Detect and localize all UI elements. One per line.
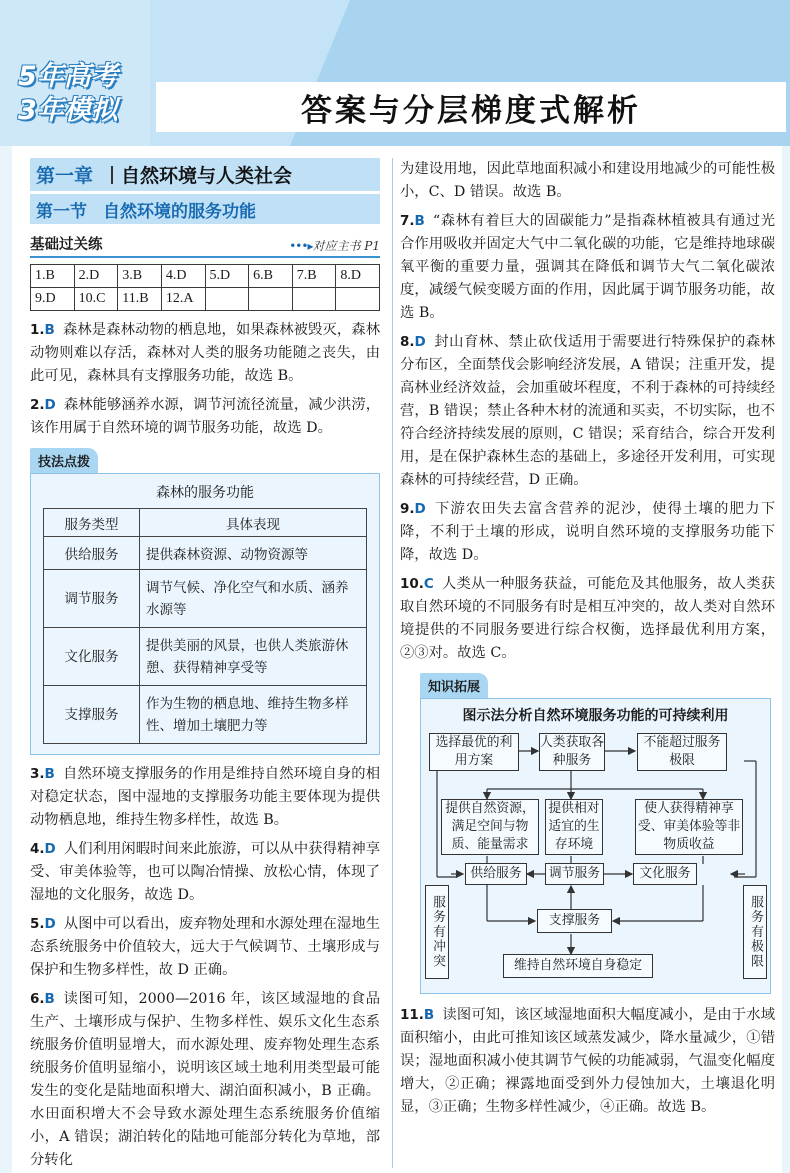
column-header: 具体表现 — [140, 509, 367, 537]
question-number: 11. — [400, 1007, 424, 1023]
answer-explanation — [30, 394, 380, 440]
question-number: 1. — [30, 322, 45, 338]
question-number: 4. — [30, 841, 45, 857]
question-number: 5. — [30, 916, 45, 932]
answer-cell: 12.A — [161, 288, 205, 311]
question-answer: D — [44, 397, 56, 413]
service-type: 调节服务 — [44, 570, 140, 628]
answer-cell: 5.D — [205, 265, 249, 288]
tip-box — [30, 473, 380, 755]
explanation-text: 人类从一种服务获益，可能危及其他服务，故人类获取自然环境的不同服务有时是相互冲突的，故人类对自然环境提供的不同服务要进行综合权衡，选择最优利用方案，②③对。故选 C。 — [400, 576, 775, 661]
explanation-text: 下游农田失去富含营养的泥沙，使得土壤的肥力下降，不利于土壤的形成，说明自然环境的支撑服务功能下降，故选 D。 — [400, 501, 775, 563]
explanation-text: 读图可知，该区域湿地面积大幅度减小，是由于水域面积缩小，由此可推知该区域蒸发减少，降水量减少，①错误；湿地面积减小使其调节气候的功能减弱，气温变化幅度增大，②正确；裸露地面受到外力侵蚀加大，土壤退化明显，③正确；生物多样性减少，④正确。故选 B。 — [400, 1007, 775, 1115]
answer-cell: 6.B — [249, 265, 293, 288]
explanation-text: 读图可知，2000—2016 年，该区域湿地的食品生产、土壤形成与保护、生物多样性、娱乐文化生态系统服务价值明显增大，而水源处理、废弃物处理生态系统服务价值明显缩小，说明该区域土地利用类型最可能发生的变化是陆地面积增大、湖泊面积减小，B 正确。水田面积增大不会导致水源处理生态系统服务价值缩小，A 错误；湖泊转化的陆地可能部分转化为草地，部分转化 — [30, 991, 380, 1168]
question-answer: D — [44, 916, 56, 932]
knowledge-tag: 知识拓展 — [420, 673, 488, 698]
page-edge-right — [782, 146, 790, 1173]
answer-explanation — [400, 498, 775, 567]
section-title: 自然环境的服务功能 — [103, 201, 256, 222]
knowledge-diagram — [420, 698, 771, 994]
answer-cell: 1.B — [31, 265, 75, 288]
question-number: 2. — [30, 397, 45, 413]
question-number: 6. — [30, 991, 45, 1007]
answer-cell — [336, 288, 380, 311]
service-detail: 提供森林资源、动物资源等 — [140, 537, 367, 570]
service-type: 文化服务 — [44, 628, 140, 686]
answer-row — [31, 288, 380, 311]
answer-cell — [292, 288, 336, 311]
basics-title: 基础过关练 — [30, 237, 103, 253]
diagram-node-self-stability: 维持自然环境自身稳定 — [503, 954, 653, 978]
logo-panel — [0, 0, 150, 146]
answer-cell — [249, 288, 293, 311]
question-answer: B — [44, 322, 55, 338]
column-header: 服务类型 — [44, 509, 140, 537]
arrow-icon: •••▸ — [289, 239, 313, 253]
right-column — [400, 158, 775, 1119]
explanation-text: 人们利用闲暇时间来此旅游，可以从中获得精神享受、审美体验等，也可以陶冶情操、放松心情，体现了湿地的文化服务，故选 D。 — [30, 841, 380, 903]
table-row — [44, 570, 367, 628]
question-answer: B — [423, 1007, 435, 1023]
diagram-node-best-option: 选择最优的利用方案 — [429, 733, 519, 771]
table-row — [44, 628, 367, 686]
question-number: 9. — [400, 501, 415, 517]
service-detail: 作为生物的栖息地、维持生物多样性、增加土壤肥力等 — [140, 686, 367, 744]
diagram-node-living-environment: 提供相对适宜的生存环境 — [545, 799, 603, 855]
tip-table-title: 森林的服务功能 — [156, 485, 254, 501]
explanation-text: 自然环境支撑服务的作用是维持自然环境自身的相对稳定状态，图中湿地的支撑服务功能主要体现为提供动物栖息地，维持生物多样性，故选 B。 — [30, 766, 380, 828]
service-type: 支撑服务 — [44, 686, 140, 744]
logo-line-1: 5年高考 — [18, 61, 118, 92]
answer-explanation — [30, 838, 380, 907]
answer-explanation — [30, 763, 380, 832]
answer-explanation — [400, 210, 775, 325]
diagram-node-supply-service: 供给服务 — [465, 863, 527, 885]
explanation-text: 森林能够涵养水源，调节河流径流量，减少洪涝，该作用属于自然环境的调节服务功能，故选 D。 — [30, 397, 380, 436]
basics-heading — [30, 236, 380, 258]
question-answer: B — [44, 766, 55, 782]
page-edge-left — [0, 146, 12, 1173]
question-number: 10. — [400, 576, 424, 592]
page-title: 答案与分层梯度式解析 — [301, 92, 641, 129]
services-table — [43, 508, 367, 744]
question-answer: C — [423, 576, 434, 592]
explanation-text: 封山育林、禁止砍伐适用于需要进行特殊保护的森林分布区，全面禁伐会影响经济发展，A 错误；注重开发，提高林业经济效益，会加重破坏程度，不利于森林的可持续经营，B 错误；禁止各种木材的流通和买卖，不切实际，也不符合经济持续发展的原则，C 错误；采育结合，综合开发利用，是在保护森林生态的基础上，多途径开发利用，可实现森林的可持续经营，D 正确。 — [400, 334, 775, 488]
service-detail: 调节气候、净化空气和水质、涵养水源等 — [140, 570, 367, 628]
column-divider — [392, 158, 393, 1168]
header-title-box — [156, 82, 786, 132]
question-number: 8. — [400, 334, 415, 350]
answer-cell — [205, 288, 249, 311]
question-answer: B — [414, 213, 425, 229]
service-detail: 提供美丽的风景，也供人类旅游休憩、获得精神享受等 — [140, 628, 367, 686]
answer-cell: 7.B — [292, 265, 336, 288]
question-answer: D — [414, 334, 426, 350]
chapter-title: 自然环境与人类社会 — [121, 165, 293, 187]
answer-cell: 2.D — [74, 265, 118, 288]
section-heading — [30, 194, 380, 224]
chapter-separator — [111, 166, 113, 184]
answer-explanation — [30, 988, 380, 1172]
table-row — [44, 686, 367, 744]
explanation-text: 从图中可以看出，废弃物处理和水源处理在湿地生态系统服务中价值较大，远大于气候调节、土壤形成与保护和生物多样性，故 D 正确。 — [30, 916, 380, 978]
diagram-node-cultural-service: 文化服务 — [633, 863, 697, 885]
chapter-number: 第一章 — [36, 165, 94, 187]
table-header-row — [44, 509, 367, 537]
diagram-node-service-limit: 不能超过服务极限 — [637, 733, 727, 771]
tip-tag: 技法点拨 — [30, 448, 98, 473]
logo-line-2: 3年模拟 — [18, 95, 118, 126]
question-answer: D — [44, 841, 56, 857]
table-row — [44, 537, 367, 570]
basics-reference — [289, 237, 380, 254]
answer-cell: 11.B — [118, 288, 162, 311]
answer-cell: 10.C — [74, 288, 118, 311]
chapter-heading — [30, 158, 380, 191]
answer-explanation — [30, 913, 380, 982]
question-number: 7. — [400, 213, 415, 229]
diagram-node-spiritual-benefits: 使人获得精神享受、审美体验等非物质收益 — [635, 799, 743, 855]
answer-cell: 9.D — [31, 288, 75, 311]
answer-cell: 3.B — [118, 265, 162, 288]
answer-cell: 4.D — [161, 265, 205, 288]
explanation-text: “森林有着巨大的固碳能力”是指森林植被具有通过光合作用吸收并固定大气中二氧化碳的功能，它是维持地球碳氧平衡的重要力量，强调其在降低和调节大气二氧化碳浓度，减缓气候变暖方面的作用，因此属于调节服务功能，故选 B。 — [400, 213, 775, 321]
diagram-node-human-gain: 人类获取各种服务 — [539, 733, 605, 771]
answer-row — [31, 265, 380, 288]
diagram-node-regulating-service: 调节服务 — [545, 863, 604, 885]
service-type: 供给服务 — [44, 537, 140, 570]
question-number: 3. — [30, 766, 45, 782]
answer-explanation — [400, 1004, 775, 1119]
answer-explanation — [30, 319, 380, 388]
basics-reference-text: 对应主书 P1 — [312, 239, 380, 253]
diagram-node-service-limited: 服务有极限 — [743, 885, 767, 979]
answer-table — [30, 264, 380, 311]
diagram-node-resource-needs: 提供自然资源，满足空间与物质、能量需求 — [441, 799, 539, 855]
continued-text: 为建设用地，因此草地面积减小和建设用地减少的可能性极小，C、D 错误。故选 B。 — [400, 161, 775, 200]
left-column — [30, 158, 380, 1172]
question-answer: D — [414, 501, 426, 517]
explanation-text: 森林是森林动物的栖息地，如果森林被毁灭，森林动物则难以存活，森林对人类的服务功能随之丧失，由此可见，森林具有支撑服务功能，故选 B。 — [30, 322, 380, 384]
answer-cell: 8.D — [336, 265, 380, 288]
diagram-title: 图示法分析自然环境服务功能的可持续利用 — [462, 708, 729, 724]
question-answer: B — [44, 991, 55, 1007]
diagram-node-supporting-service: 支撑服务 — [537, 909, 612, 933]
answer-explanation — [400, 331, 775, 492]
answer-explanation — [400, 573, 775, 665]
logo — [18, 60, 138, 132]
section-number: 第一节 — [36, 201, 87, 222]
diagram-node-service-conflict: 服务有冲突 — [425, 885, 449, 979]
